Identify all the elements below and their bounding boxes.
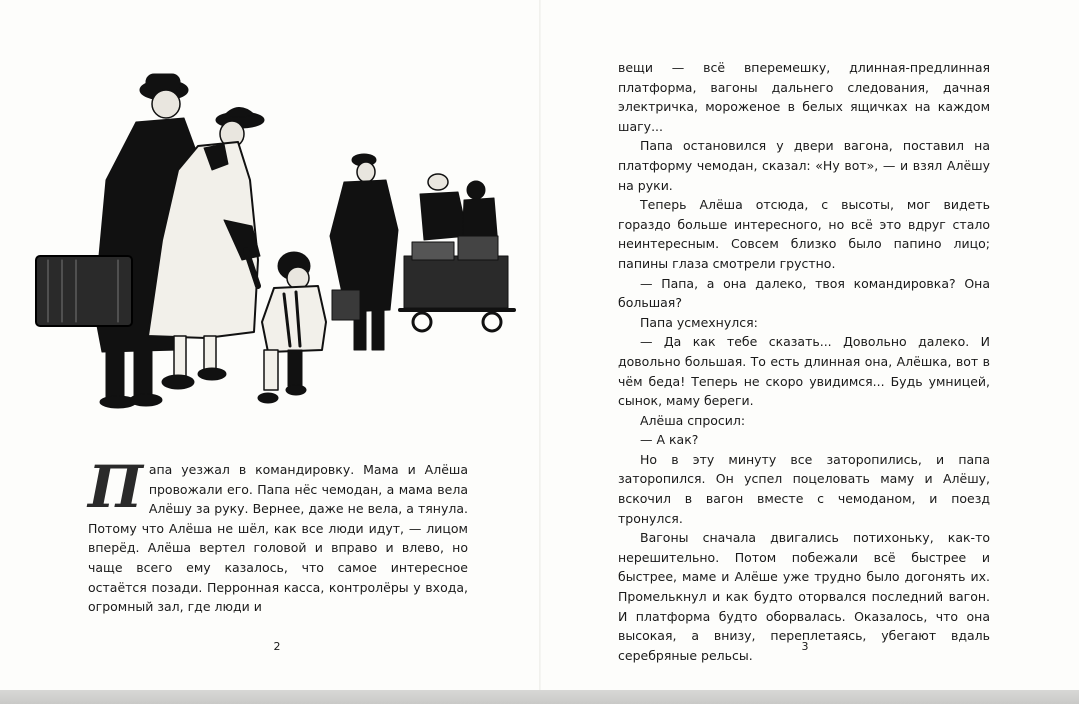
dialogue-line: — А как? <box>640 432 699 448</box>
dialogue-line: — Да как тебе сказать... Довольно далеко. И довольно большая. То есть длинная она, Алёшка, вот в чём беда! Теперь не скоро увидимся... Будь умницей, сынок, маму береги. <box>618 334 990 409</box>
paragraph: Алёша спросил: <box>640 412 746 428</box>
drop-cap-letter: П <box>88 453 143 521</box>
page-number-left: 2 <box>273 640 281 653</box>
dialogue-line: — Папа, а она далеко, твоя командировка? Она большая? <box>618 275 990 311</box>
page-number-right: 3 <box>801 640 809 653</box>
bottom-edge-strip <box>0 690 1079 704</box>
left-page-text <box>88 453 468 617</box>
paragraph-continuation: вещи — всё вперемешку, длинная-предлинная платформа, вагоны дальнего следования, дачная электричка, мороженое в белых ящичках на каждом шагу... <box>618 60 990 134</box>
opening-paragraph: апа уезжал в командировку. Мама и Алёша провожали его. Папа нёс чемодан, а мама вела Алёшу за руку. Вернее, даже не вела, а тянула. Потому что Алёша не шёл, как все люди идут, — лицом вперёд. Алёша вертел головой и вправо и влево, но чаще всего ему казалось, что самое интересное остаётся позади. Перронная касса, контролёры у входа, огромный зал, где люди и <box>88 462 468 615</box>
paragraph: Папа усмехнулся: <box>640 314 758 330</box>
paragraph: Теперь Алёша отсюда, с высоты, мог видеть гораздо больше интересного, но всё это вдруг стало неинтересным. Совсем близко было папино лицо; папины глаза смотрели грустно. <box>618 197 990 271</box>
station-illustration <box>28 60 518 420</box>
right-page-text <box>618 58 990 665</box>
book-gutter <box>539 0 541 690</box>
paragraph: Но в эту минуту все заторопились, и папа заторопился. Он успел поцеловать маму и Алёшу, вскочил в вагон вместе с чемоданом, и поезд тронулся. <box>618 451 990 526</box>
paragraph: Вагоны сначала двигались потихоньку, как-то нерешительно. Потом побежали всё быстрее и быстрее, маме и Алёше уже трудно было догонять их. Промелькнул и как будто оторвался последний вагон. И платформа будто оборвалась. Оказалось, что она высокая, а внизу, переплетаясь, убегают вдаль серебряные рельсы. <box>618 530 990 663</box>
paragraph: Папа остановился у двери вагона, поставил на платформу чемодан, сказал: «Ну вот», — и взял Алёшу на руки. <box>618 138 990 193</box>
